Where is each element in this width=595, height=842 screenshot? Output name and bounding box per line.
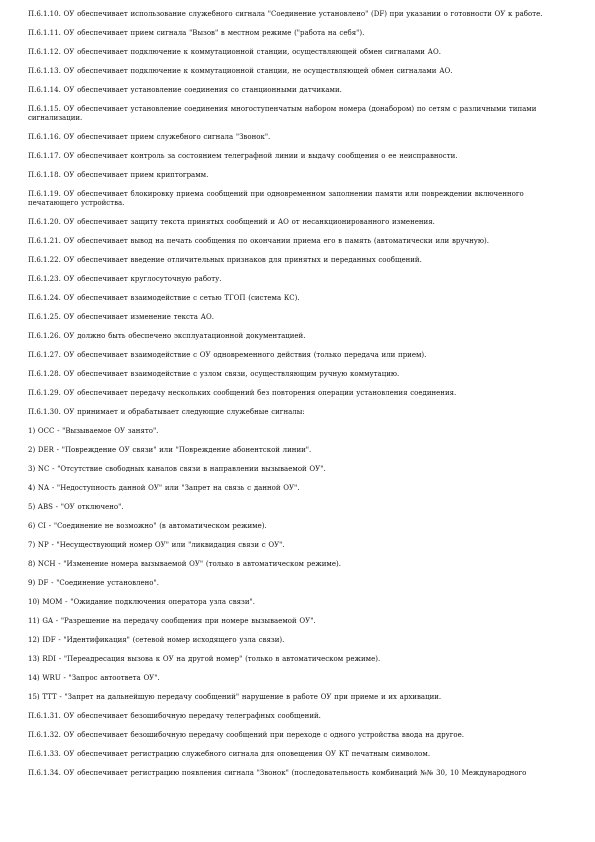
list-item: 12) IDF - "Идентификация" (сетевой номер исходящего узла связи).	[28, 636, 285, 644]
paragraph: П.6.1.13. ОУ обеспечивает подключение к коммутационной станции, не осуществляющей обмен сигналами АО.	[28, 67, 453, 75]
list-item: 3) NC - "Отсутствие свободных каналов связи в направлении вызываемой ОУ".	[28, 465, 326, 473]
paragraph: П.6.1.14. ОУ обеспечивает установление соединения со станционными датчиками.	[28, 86, 342, 94]
paragraph: П.6.1.32. ОУ обеспечивает безошибочную передачу сообщений при переходе с одного устройства ввода на другое.	[28, 731, 464, 739]
paragraph: П.6.1.24. ОУ обеспечивает взаимодействие с сетью ТГОП (система КС).	[28, 294, 300, 302]
paragraph: П.6.1.26. ОУ должно быть обеспечено эксплуатационной документацией.	[28, 332, 306, 340]
list-item: 9) DF - "Соединение установлено".	[28, 579, 159, 587]
list-item: 11) GA - "Разрешение на передачу сообщения при номере вызываемой ОУ".	[28, 617, 316, 625]
paragraph: П.6.1.16. ОУ обеспечивает прием служебного сигнала "Звонок".	[28, 133, 271, 141]
list-item: 14) WRU - "Запрос автоответа ОУ".	[28, 674, 160, 682]
list-item: 8) NCH - "Изменение номера вызываемой ОУ" (только в автоматическом режиме).	[28, 560, 341, 568]
paragraph: П.6.1.29. ОУ обеспечивает передачу нескольких сообщений без повторения операции установления соединения.	[28, 389, 457, 397]
list-item: 10) MOM - "Ожидание подключения оператора узла связи".	[28, 598, 255, 606]
paragraph: П.6.1.15. ОУ обеспечивает установление соединения многоступенчатым набором номера (донабором) по сетям с различными типами сигнализации.	[28, 105, 537, 122]
paragraph: П.6.1.33. ОУ обеспечивает регистрацию служебного сигнала для оповещения ОУ КТ печатным символом.	[28, 750, 431, 758]
paragraph: П.6.1.25. ОУ обеспечивает изменение текста АО.	[28, 313, 214, 321]
paragraph: П.6.1.28. ОУ обеспечивает взаимодействие с узлом связи, осуществляющим ручную коммутацию.	[28, 370, 400, 378]
paragraph: П.6.1.31. ОУ обеспечивает безошибочную передачу телеграфных сообщений.	[28, 712, 321, 720]
paragraph: П.6.1.23. ОУ обеспечивает круглосуточную работу.	[28, 275, 222, 283]
paragraph: П.6.1.20. ОУ обеспечивает защиту текста принятых сообщений и АО от несанкционированного изменения.	[28, 218, 435, 226]
list-item: 1) OCC - "Вызываемое ОУ занято".	[28, 427, 159, 435]
paragraph: П.6.1.21. ОУ обеспечивает вывод на печать сообщения по окончании приема его в память (автоматически или вручную).	[28, 237, 489, 245]
paragraph: П.6.1.11. ОУ обеспечивает прием сигнала "Вызов" в местном режиме ("работа на себя").	[28, 29, 365, 37]
paragraph: П.6.1.22. ОУ обеспечивает введение отличительных признаков для принятых и переданных сообщений.	[28, 256, 422, 264]
list-item: 7) NP - "Несуществующий номер ОУ" или "ликвидация связи с ОУ".	[28, 541, 285, 549]
paragraph: П.6.1.34. ОУ обеспечивает регистрацию появления сигнала "Звонок" (последовательность комбинаций №№ 30, 10 Международного	[28, 769, 527, 777]
paragraph: П.6.1.12. ОУ обеспечивает подключение к коммутационной станции, осуществляющей обмен сигналами АО.	[28, 48, 441, 56]
paragraph: П.6.1.18. ОУ обеспечивает прием криптограмм.	[28, 171, 209, 179]
paragraph: П.6.1.19. ОУ обеспечивает блокировку приема сообщений при одновременном заполнении памяти или повреждении включенного печатающего устройства.	[28, 190, 524, 207]
list-item: 2) DER - "Повреждение ОУ связи" или "Повреждение абонентской линии".	[28, 446, 312, 454]
paragraph: П.6.1.10. ОУ обеспечивает использование служебного сигнала "Соединение установлено" (DF) при указании о готовности ОУ к работе.	[28, 10, 543, 18]
list-item: 6) CI - "Соединение не возможно" (в автоматическом режиме).	[28, 522, 267, 530]
document-page	[28, 10, 576, 788]
list-item: 5) ABS - "ОУ отключено".	[28, 503, 124, 511]
list-item: 4) NA - "Недоступность данной ОУ" или "Запрет на связь с данной ОУ".	[28, 484, 300, 492]
paragraph: П.6.1.17. ОУ обеспечивает контроль за состоянием телеграфной линии и выдачу сообщения о ее неисправности.	[28, 152, 458, 160]
paragraph: П.6.1.27. ОУ обеспечивает взаимодействие с ОУ одновременного действия (только передача или прием).	[28, 351, 427, 359]
list-item: 13) RDI - "Переадресация вызова к ОУ на другой номер" (только в автоматическом режиме).	[28, 655, 381, 663]
list-item: 15) TTT - "Запрет на дальнейшую передачу сообщений" нарушение в работе ОУ при приеме и их архивации.	[28, 693, 442, 701]
paragraph: П.6.1.30. ОУ принимает и обрабатывает следующие служебные сигналы:	[28, 408, 305, 416]
